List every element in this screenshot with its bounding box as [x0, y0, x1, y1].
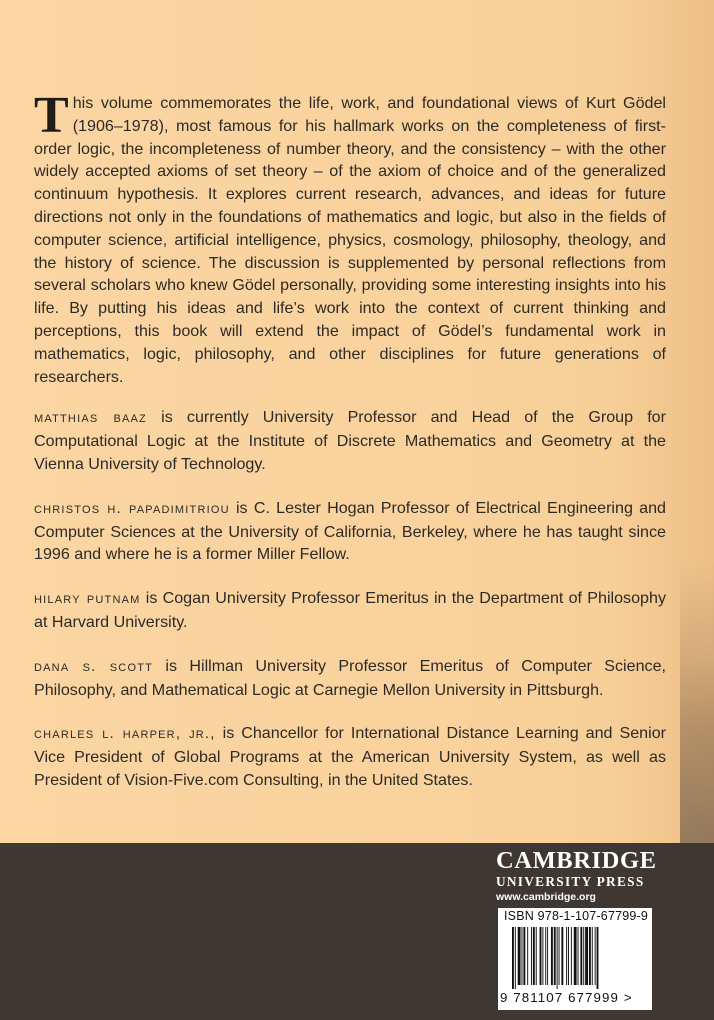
- author-name: christos h. papadimitriou: [34, 499, 230, 517]
- barcode-bar: [540, 927, 542, 985]
- barcode-bar: [574, 927, 577, 985]
- barcode-bar: [551, 927, 553, 985]
- author-bio-text: is Chancellor for International Distance Learning and Senior Vice President of Global Programs at the American University System, as well as President of Vision-Five.com Consulting, in the United States.: [34, 724, 667, 789]
- publisher-url: www.cambridge.org: [496, 891, 596, 903]
- barcode-bar: [515, 927, 516, 989]
- barcode-bar: [518, 927, 521, 985]
- barcode-bar: [547, 927, 548, 985]
- publisher-name: CAMBRIDGE: [496, 847, 657, 874]
- cover-edge-photo: [680, 560, 714, 843]
- barcode-bar: [595, 927, 596, 985]
- barcode-bar: [522, 927, 523, 985]
- barcode-bar: [545, 927, 546, 985]
- description-text: his volume commemorates the life, work, and foundational views of Kurt Gödel (1906–1978), most famous for his hallmark works on the completeness of first-order logic, the incompleteness of number theory, and the consistency – with the other widely accepted axioms of set theory – of the axiom of choice and of the generalized continuum hypothesis. It explores current research, advances, and ideas for future directions not only in the foundations of mathematics and logic, but also in the fields of computer science, artificial intelligence, physics, cosmology, philosophy, theology, and the history of science. The discussion is supplemented by personal reflections from several scholars who knew Gödel personally, providing some interesting insights into his life. By putting his ideas and life’s work into the context of current thinking and perceptions, this book will extend the impact of Gödel’s fundamental work in mathematics, logic, philosophy, and other disciplines for future generations of researchers.: [34, 94, 666, 386]
- book-description: [34, 87, 666, 388]
- barcode-bar: [566, 927, 567, 985]
- barcode-bar: [531, 927, 532, 985]
- publisher-logo: [496, 848, 656, 905]
- author-bio: [34, 722, 666, 791]
- barcode-bar: [592, 927, 593, 985]
- barcode-bar: [542, 927, 543, 985]
- barcode-bar: [597, 927, 599, 989]
- author-bio-text: is currently University Professor and Head of the Group for Computational Logic at the Institute of Discrete Mathematics and Geometry at the Vienna University of Technology.: [34, 408, 666, 473]
- barcode-bar: [536, 927, 537, 985]
- barcode-bar: [580, 927, 582, 985]
- barcode-bar: [559, 927, 560, 985]
- barcode-bar: [527, 927, 528, 985]
- barcode-bar: [561, 927, 563, 985]
- barcode-bar: [571, 927, 572, 985]
- isbn-label: ISBN 978-1-107-67799-9: [504, 909, 649, 923]
- author-name: dana s. scott: [34, 657, 154, 675]
- barcode-bars: [512, 927, 640, 989]
- author-bio: [34, 497, 666, 566]
- barcode-bar: [557, 927, 558, 989]
- barcode-bar: [512, 927, 514, 989]
- drop-cap: T: [34, 87, 69, 144]
- cover-text: [34, 87, 667, 813]
- isbn-barcode: [498, 908, 652, 1010]
- author-name: charles l. harper, jr.,: [34, 725, 216, 743]
- author-bio: [34, 406, 666, 475]
- author-name: hilary putnam: [34, 590, 141, 608]
- barcode-bar: [523, 927, 525, 985]
- author-bio-text: is C. Lester Hogan Professor of Electrical Engineering and Computer Sciences at the University of California, Berkeley, where he has taught since 1996 and where he is a former Miller Fellow.: [34, 498, 666, 564]
- author-bio: [34, 587, 666, 634]
- barcode-bar: [585, 927, 588, 985]
- barcode-bar: [568, 927, 569, 985]
- author-bio-text: is Cogan University Professor Emeritus in the Department of Philosophy at Harvard University.: [34, 589, 666, 631]
- barcode-bar: [578, 927, 579, 985]
- barcode-digits: 9 781107 677999 >: [500, 990, 633, 1005]
- barcode-bar: [583, 927, 584, 985]
- publisher-subtitle: UNIVERSITY PRESS: [496, 874, 645, 889]
- barcode-bar: [589, 927, 591, 985]
- author-bio: [34, 655, 666, 702]
- author-name: matthias baaz: [34, 409, 147, 427]
- barcode-bar: [554, 927, 556, 985]
- author-bio-text: is Hillman University Professor Emeritus of Computer Science, Philosophy, and Mathematical Logic at Carnegie Mellon University in Pittsburgh.: [34, 656, 666, 699]
- barcode-bar: [533, 927, 535, 985]
